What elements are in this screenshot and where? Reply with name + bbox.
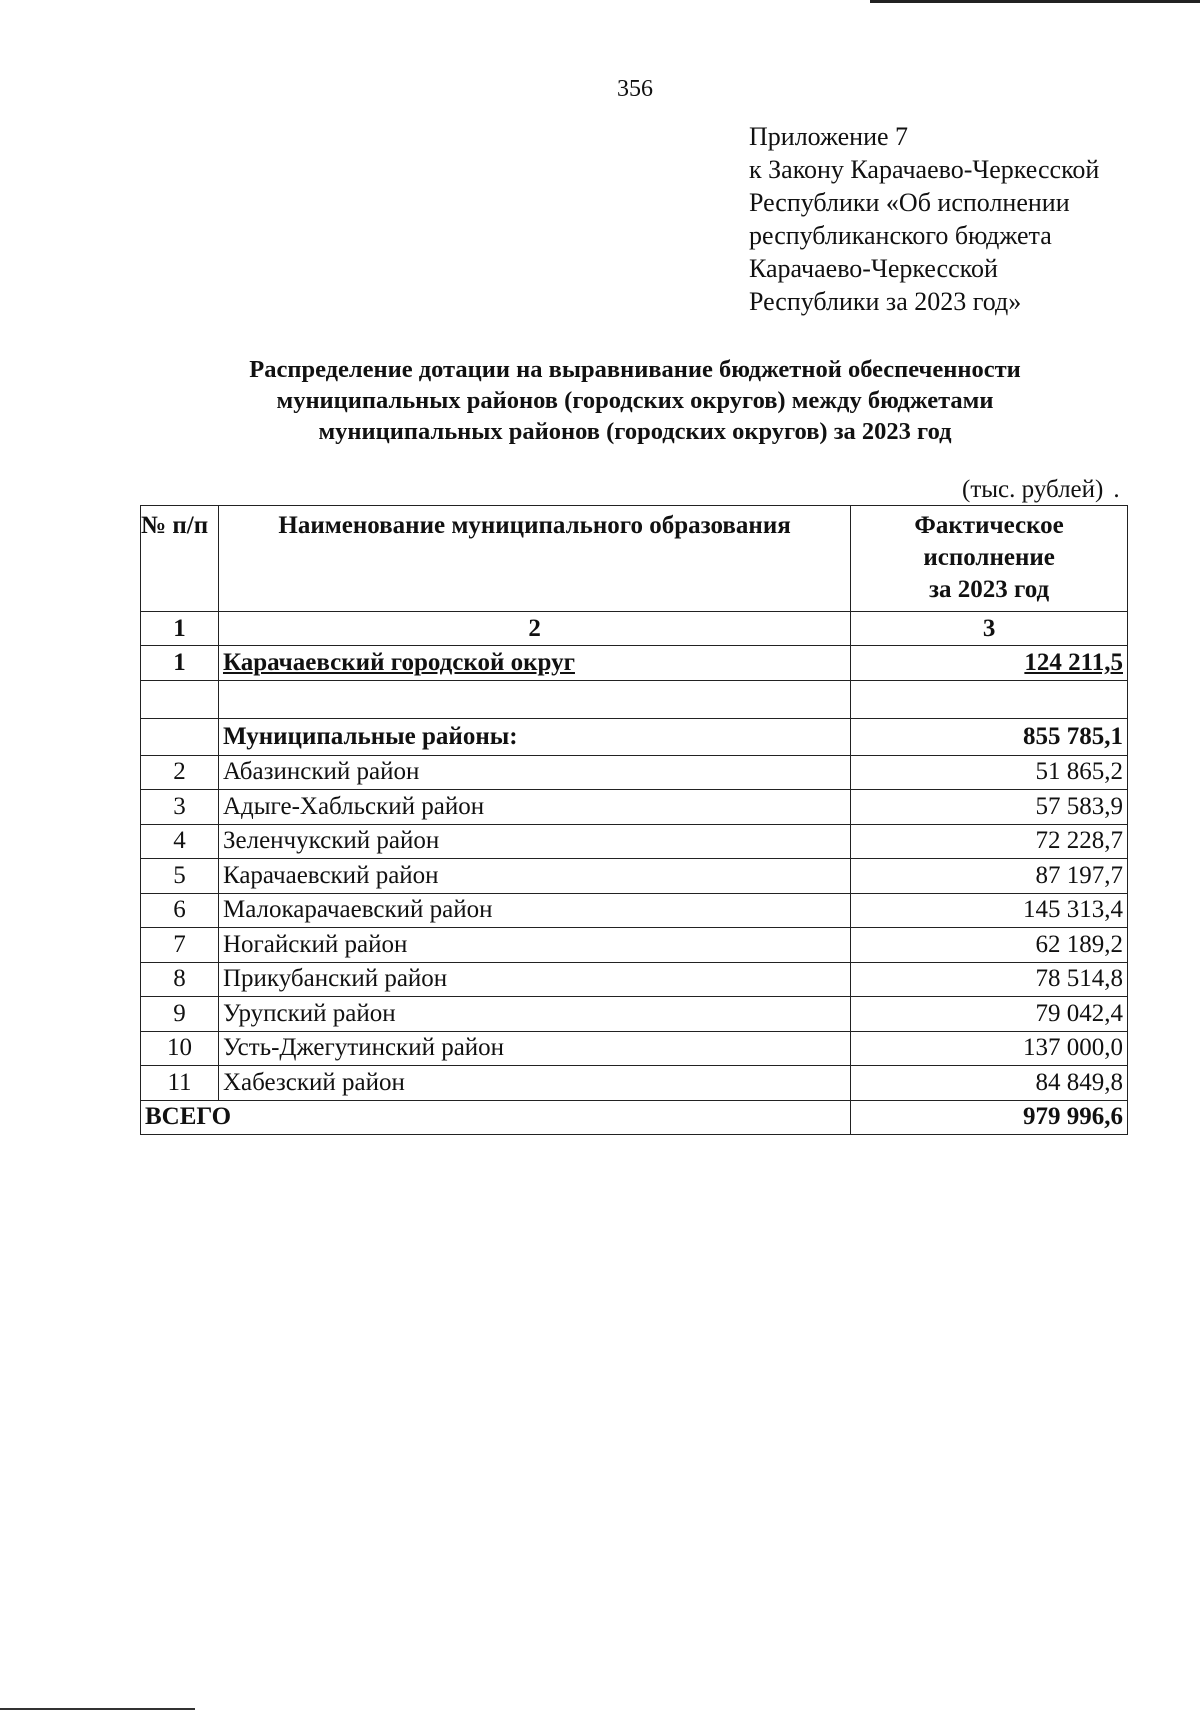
- empty-cell: [218, 680, 850, 718]
- appendix-line: республиканского бюджета: [749, 221, 1052, 250]
- header-number: № п/п: [141, 506, 219, 612]
- total-value: 979 996,6: [851, 1100, 1128, 1134]
- row-number: 11: [141, 1066, 219, 1101]
- table-row: [141, 928, 1128, 963]
- row-value: 855 785,1: [851, 718, 1128, 755]
- row-value: 78 514,8: [851, 962, 1128, 997]
- row-number: 4: [141, 824, 219, 859]
- header-value-line: исполнение: [923, 544, 1055, 571]
- table-row: [141, 755, 1128, 790]
- column-number: 2: [218, 612, 850, 646]
- row-number: 9: [141, 997, 219, 1032]
- row-value: 137 000,0: [851, 1031, 1128, 1066]
- row-value: 124 211,5: [851, 646, 1128, 681]
- column-number: 1: [141, 612, 219, 646]
- bottom-rule: [0, 1708, 195, 1710]
- table-row-total: [141, 1100, 1128, 1134]
- row-name: Карачаевский городской округ: [218, 646, 850, 681]
- title-line: муниципальных районов (городских округов) за 2023 год: [318, 418, 952, 445]
- row-number: 5: [141, 859, 219, 894]
- empty-cell: [851, 680, 1128, 718]
- table-row: [141, 824, 1128, 859]
- row-number: 7: [141, 928, 219, 963]
- units-text: (тыс. рублей): [962, 476, 1104, 503]
- row-value: 51 865,2: [851, 755, 1128, 790]
- row-number: 10: [141, 1031, 219, 1066]
- empty-cell: [141, 680, 219, 718]
- row-value: 79 042,4: [851, 997, 1128, 1032]
- row-number: 6: [141, 893, 219, 928]
- appendix-line: Карачаево-Черкесской: [749, 254, 998, 283]
- row-name: Хабезский район: [218, 1066, 850, 1101]
- row-value: 84 849,8: [851, 1066, 1128, 1101]
- row-value: 62 189,2: [851, 928, 1128, 963]
- row-value: 72 228,7: [851, 824, 1128, 859]
- table-header-row: [141, 506, 1128, 612]
- row-number: 3: [141, 790, 219, 825]
- row-name: Прикубанский район: [218, 962, 850, 997]
- row-name: Адыге-Хабльский район: [218, 790, 850, 825]
- header-name: Наименование муниципального образования: [218, 506, 850, 612]
- title-line: Распределение дотации на выравнивание бюджетной обеспеченности: [249, 356, 1021, 383]
- title-line: муниципальных районов (городских округов) между бюджетами: [276, 387, 994, 414]
- row-name: Малокарачаевский район: [218, 893, 850, 928]
- table-row: [141, 1066, 1128, 1101]
- table-row: [141, 997, 1128, 1032]
- row-name: Абазинский район: [218, 755, 850, 790]
- row-value: 145 313,4: [851, 893, 1128, 928]
- page-number: 356: [617, 76, 653, 102]
- appendix-block: [749, 120, 1099, 318]
- header-value-line: за 2023 год: [929, 576, 1050, 603]
- table-row-empty: [141, 680, 1128, 718]
- table-row: [141, 1031, 1128, 1066]
- row-name: Урупский район: [218, 997, 850, 1032]
- top-rule: [870, 0, 1200, 3]
- appendix-line: Приложение 7: [749, 122, 909, 151]
- row-name: Усть-Джегутинский район: [218, 1031, 850, 1066]
- table-row: [141, 790, 1128, 825]
- header-value: [851, 506, 1128, 612]
- table-row: [141, 962, 1128, 997]
- row-number: [141, 718, 219, 755]
- appendix-line: Республики «Об исполнении: [749, 188, 1070, 217]
- row-name: Карачаевский район: [218, 859, 850, 894]
- column-number-row: [141, 612, 1128, 646]
- appendix-line: к Закону Карачаево-Черкесской: [749, 155, 1100, 184]
- column-number: 3: [851, 612, 1128, 646]
- table-row: [141, 893, 1128, 928]
- row-name: Зеленчукский район: [218, 824, 850, 859]
- appendix-line: Республики за 2023 год»: [749, 287, 1022, 316]
- table-row: [141, 859, 1128, 894]
- document-title: [130, 354, 1140, 447]
- row-number: 2: [141, 755, 219, 790]
- row-name: Ногайский район: [218, 928, 850, 963]
- row-value: 57 583,9: [851, 790, 1128, 825]
- header-value-line: Фактическое: [914, 512, 1064, 539]
- row-name: Муниципальные районы:: [218, 718, 850, 755]
- units-label: [962, 476, 1120, 504]
- distribution-table: [140, 505, 1128, 1135]
- units-dot: .: [1113, 476, 1120, 503]
- row-number: 1: [141, 646, 219, 681]
- table-row-districts-header: [141, 718, 1128, 755]
- table-row-city: [141, 646, 1128, 681]
- row-value: 87 197,7: [851, 859, 1128, 894]
- total-label: ВСЕГО: [141, 1100, 851, 1134]
- row-number: 8: [141, 962, 219, 997]
